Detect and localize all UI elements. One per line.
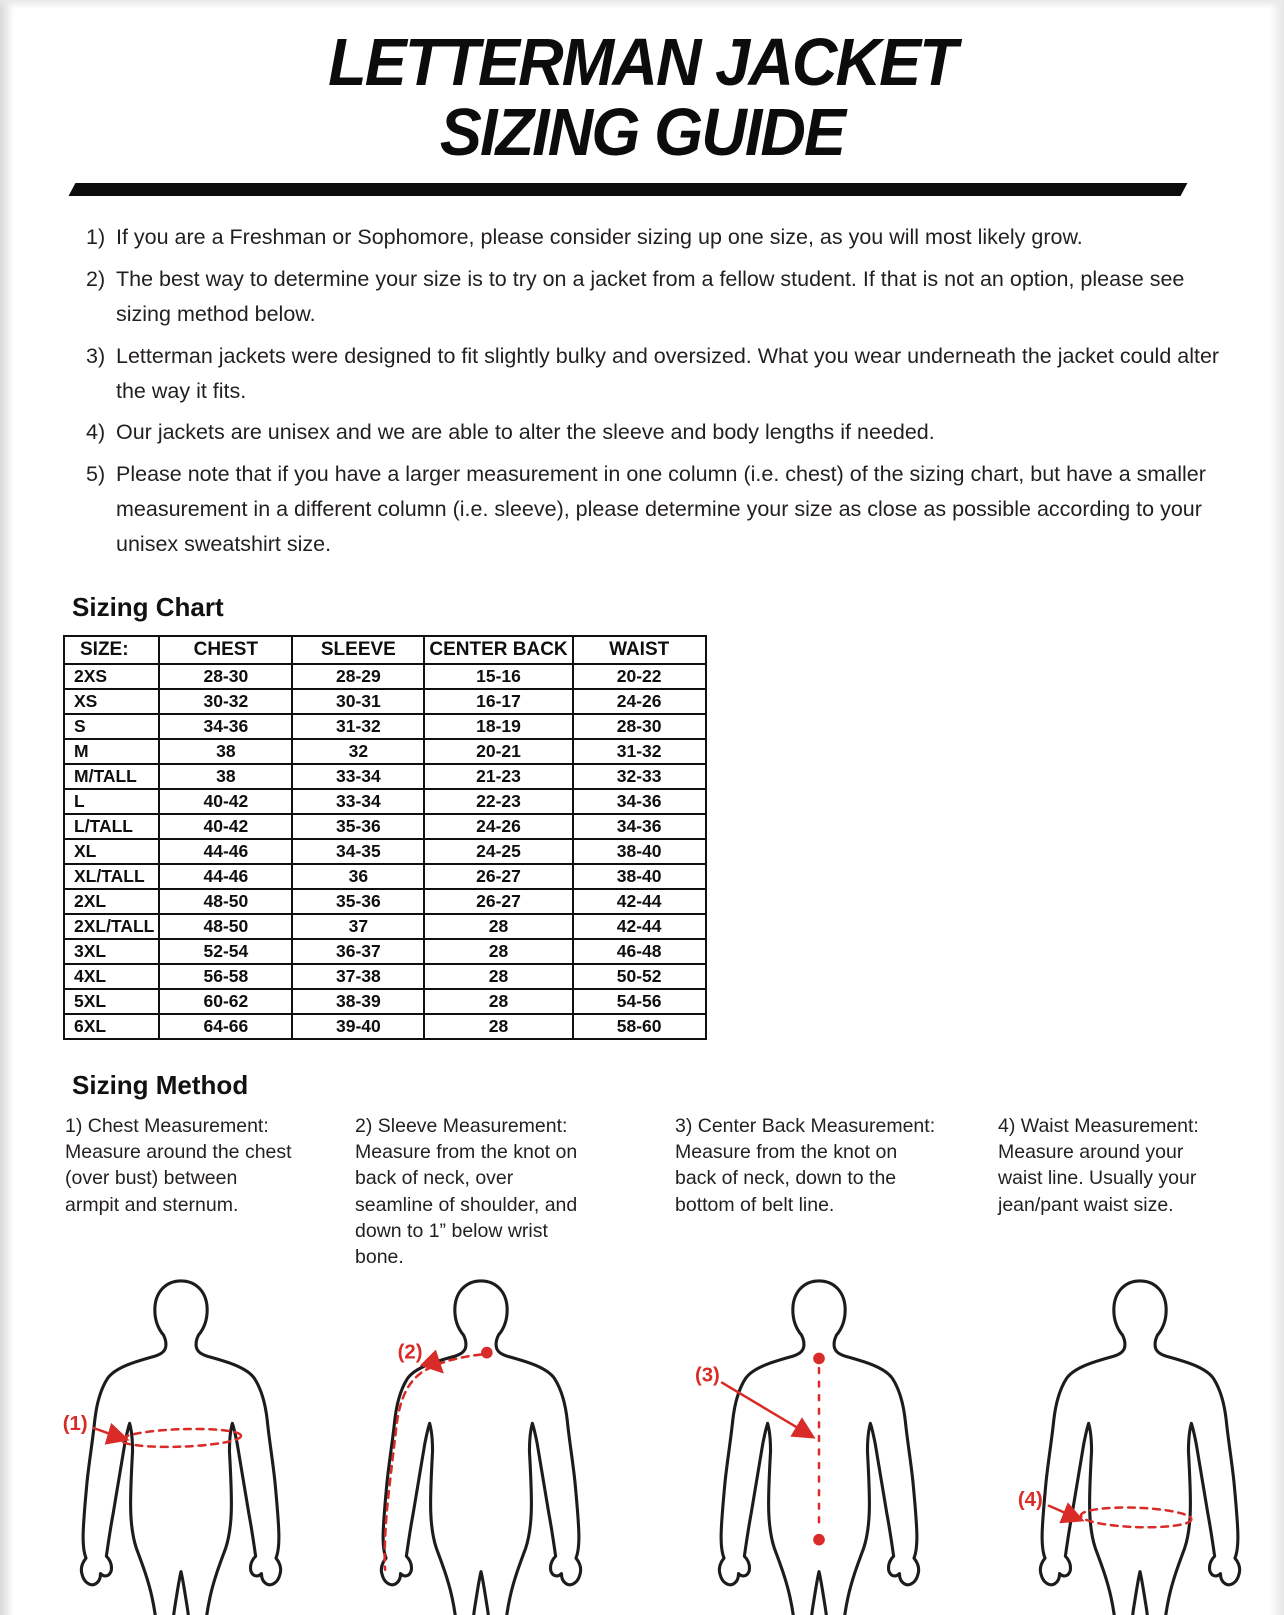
value-cell: 42-44 — [573, 889, 706, 914]
value-cell: 34-36 — [573, 814, 706, 839]
value-cell: 38-40 — [573, 864, 706, 889]
value-cell: 39-40 — [292, 1014, 424, 1039]
size-cell: 5XL — [64, 989, 159, 1014]
value-cell: 24-26 — [424, 814, 572, 839]
center-back-top-dot — [813, 1352, 825, 1364]
table-row — [64, 714, 706, 739]
value-cell: 28 — [424, 989, 572, 1014]
chest-measurement-figure — [62, 1273, 355, 1615]
value-cell: 28-30 — [159, 664, 292, 689]
table-row — [64, 789, 706, 814]
method-chest-head — [65, 1113, 355, 1273]
value-cell: 48-50 — [159, 889, 292, 914]
method-sleeve-head — [355, 1113, 675, 1273]
value-cell: 34-35 — [292, 839, 424, 864]
note-item — [86, 415, 1228, 450]
body-silhouette — [1040, 1281, 1239, 1615]
value-cell: 28-30 — [573, 714, 706, 739]
page-title-line-2: SIZING GUIDE — [439, 94, 845, 170]
note-text: Letterman jackets were designed to fit slightly bulky and oversized. What you wear underneath the jacket could alter the way it fits. — [116, 343, 1220, 403]
method-waist-description: Measure around your waist line. Usually your jean/pant waist size. — [998, 1141, 1197, 1216]
value-cell: 44-46 — [159, 839, 292, 864]
table-row — [64, 889, 706, 914]
value-cell: 38-40 — [573, 839, 706, 864]
value-cell: 20-22 — [573, 664, 706, 689]
size-cell: XS — [64, 689, 159, 714]
value-cell: 64-66 — [159, 1014, 292, 1039]
method-column-center-back — [675, 1113, 998, 1615]
column-header-size: SIZE: — [64, 636, 159, 664]
size-cell: M — [64, 739, 159, 764]
value-cell: 48-50 — [159, 914, 292, 939]
size-cell: 2XL/TALL — [64, 914, 159, 939]
table-row — [64, 839, 706, 864]
value-cell: 56-58 — [159, 964, 292, 989]
value-cell: 38-39 — [292, 989, 424, 1014]
value-cell: 32-33 — [573, 764, 706, 789]
value-cell: 30-31 — [292, 689, 424, 714]
note-item — [86, 339, 1228, 409]
value-cell: 50-52 — [573, 964, 706, 989]
table-row — [64, 989, 706, 1014]
table-row — [64, 964, 706, 989]
page-left-edge-shadow — [0, 0, 14, 1615]
note-item — [86, 262, 1228, 332]
method-chest-title: 1) Chest Measurement: — [65, 1114, 269, 1137]
table-row — [64, 664, 706, 689]
sizing-method-columns — [62, 1113, 1254, 1615]
value-cell: 28-29 — [292, 664, 424, 689]
method-column-sleeve — [355, 1113, 675, 1615]
method-sleeve-description: Measure from the knot on back of neck, over seamline of shoulder, and down to 1” below wrist bone. — [355, 1141, 578, 1269]
note-text: Our jackets are unisex and we are able to alter the sleeve and body lengths if needed. — [116, 420, 935, 445]
value-cell: 46-48 — [573, 939, 706, 964]
method-center-back-head — [675, 1113, 998, 1273]
center-back-label: (3) — [694, 1364, 720, 1387]
table-row — [64, 939, 706, 964]
value-cell: 28 — [424, 914, 572, 939]
note-number: 5) — [86, 462, 106, 487]
size-cell: M/TALL — [64, 764, 159, 789]
table-row — [64, 914, 706, 939]
value-cell: 26-27 — [424, 864, 572, 889]
sizing-method-heading: Sizing Method — [72, 1069, 249, 1100]
value-cell: 37-38 — [292, 964, 424, 989]
note-text: If you are a Freshman or Sophomore, please consider sizing up one size, as you will most likely grow. — [116, 225, 1083, 250]
sleeve-neck-dot — [481, 1347, 493, 1359]
value-cell: 58-60 — [573, 1014, 706, 1039]
body-silhouette — [381, 1281, 580, 1615]
value-cell: 26-27 — [424, 889, 572, 914]
table-row — [64, 764, 706, 789]
table-row — [64, 864, 706, 889]
value-cell: 60-62 — [159, 989, 292, 1014]
waist-measurement-figure — [998, 1273, 1248, 1615]
size-cell: 3XL — [64, 939, 159, 964]
value-cell: 36-37 — [292, 939, 424, 964]
column-header-center-back: CENTER BACK — [424, 636, 572, 664]
method-center-back-description: Measure from the knot on back of neck, down to the bottom of belt line. — [675, 1141, 898, 1216]
value-cell: 44-46 — [159, 864, 292, 889]
center-back-measurement-figure — [675, 1273, 998, 1615]
table-header-row — [64, 636, 706, 664]
note-number: 1) — [86, 225, 106, 250]
value-cell: 35-36 — [292, 889, 424, 914]
value-cell: 35-36 — [292, 814, 424, 839]
value-cell: 36 — [292, 864, 424, 889]
value-cell: 40-42 — [159, 814, 292, 839]
value-cell: 32 — [292, 739, 424, 764]
size-cell: 6XL — [64, 1014, 159, 1039]
note-number: 3) — [86, 343, 106, 368]
size-cell: L/TALL — [64, 814, 159, 839]
method-waist-head — [998, 1113, 1248, 1273]
notes-list — [86, 220, 1228, 561]
table-row — [64, 739, 706, 764]
size-cell: 4XL — [64, 964, 159, 989]
title-rule-bar — [69, 183, 1188, 196]
value-cell: 20-21 — [424, 739, 572, 764]
column-header-sleeve: SLEEVE — [292, 636, 424, 664]
value-cell: 18-19 — [424, 714, 572, 739]
column-header-chest: CHEST — [159, 636, 292, 664]
value-cell: 22-23 — [424, 789, 572, 814]
value-cell: 21-23 — [424, 764, 572, 789]
value-cell: 42-44 — [573, 914, 706, 939]
page-top-edge-shadow — [0, 0, 1284, 9]
table-row — [64, 814, 706, 839]
value-cell: 38 — [159, 739, 292, 764]
body-silhouette — [719, 1281, 918, 1615]
method-column-waist — [998, 1113, 1248, 1615]
value-cell: 30-32 — [159, 689, 292, 714]
note-number: 2) — [86, 267, 106, 292]
value-cell: 52-54 — [159, 939, 292, 964]
table-row — [64, 689, 706, 714]
page-title-line-1: LETTERMAN JACKET — [328, 25, 956, 100]
size-cell: 2XS — [64, 664, 159, 689]
size-cell: XL/TALL — [64, 864, 159, 889]
value-cell: 28 — [424, 964, 572, 989]
value-cell: 24-26 — [573, 689, 706, 714]
value-cell: 34-36 — [159, 714, 292, 739]
note-item — [86, 457, 1228, 561]
value-cell: 28 — [424, 939, 572, 964]
value-cell: 24-25 — [424, 839, 572, 864]
size-cell: L — [64, 789, 159, 814]
size-cell: 2XL — [64, 889, 159, 914]
value-cell: 28 — [424, 1014, 572, 1039]
method-center-back-title: 3) Center Back Measurement: — [675, 1114, 936, 1137]
sizing-table-body — [64, 664, 706, 1039]
value-cell: 31-32 — [573, 739, 706, 764]
value-cell: 38 — [159, 764, 292, 789]
value-cell: 54-56 — [573, 989, 706, 1014]
note-text: The best way to determine your size is to try on a jacket from a fellow student. If that is not an option, please see sizing method below. — [116, 267, 1185, 326]
table-row — [64, 1014, 706, 1039]
note-text: Please note that if you have a larger measurement in one column (i.e. chest) of the sizing chart, but have a smaller measurement in a different column (i.e. sleeve), please determine your size as close as possible according to your unisex sweatshirt size. — [116, 462, 1206, 556]
sleeve-measurement-figure — [355, 1273, 675, 1615]
method-column-chest — [62, 1113, 355, 1615]
value-cell: 33-34 — [292, 764, 424, 789]
page-title — [39, 25, 1246, 170]
value-cell: 31-32 — [292, 714, 424, 739]
sizing-chart-heading: Sizing Chart — [72, 591, 224, 622]
body-silhouette — [81, 1281, 280, 1615]
value-cell: 33-34 — [292, 789, 424, 814]
method-sleeve-title: 2) Sleeve Measurement: — [355, 1114, 568, 1137]
waist-label: (4) — [1017, 1488, 1043, 1511]
note-number: 4) — [86, 420, 106, 445]
method-waist-title: 4) Waist Measurement: — [998, 1114, 1199, 1137]
sleeve-label: (2) — [397, 1341, 423, 1364]
value-cell: 40-42 — [159, 789, 292, 814]
value-cell: 16-17 — [424, 689, 572, 714]
column-header-waist: WAIST — [573, 636, 706, 664]
size-cell: XL — [64, 839, 159, 864]
value-cell: 37 — [292, 914, 424, 939]
center-back-bottom-dot — [813, 1534, 825, 1546]
value-cell: 15-16 — [424, 664, 572, 689]
page-right-edge-shadow — [1270, 0, 1284, 1615]
chest-label: (1) — [62, 1412, 88, 1435]
value-cell: 34-36 — [573, 789, 706, 814]
size-cell: S — [64, 714, 159, 739]
note-item — [86, 220, 1228, 255]
sizing-table — [63, 635, 707, 1040]
method-chest-description: Measure around the chest (over bust) between armpit and sternum. — [65, 1141, 292, 1216]
